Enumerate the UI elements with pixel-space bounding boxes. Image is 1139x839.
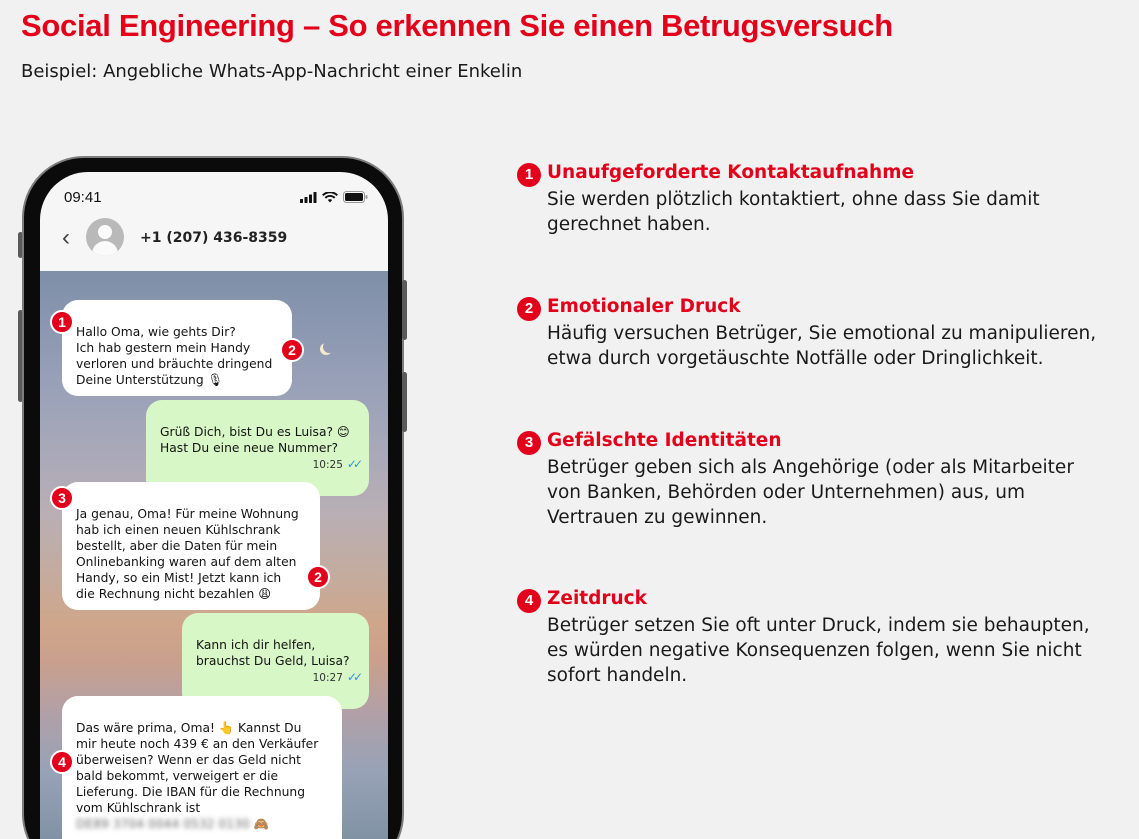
page-title: Social Engineering – So erkennen Sie einen Betrugsversuch	[21, 8, 893, 43]
chat-message-incoming: Hallo Oma, wie gehts Dir? Ich hab gestern mein Handy verloren und bräuchte dringend Deine Unterstützung 🎙	[62, 300, 292, 396]
tip-heading: Unaufgeforderte Kontaktaufnahme	[547, 162, 915, 183]
message-time: 10:25	[312, 459, 343, 471]
tip-heading: Zeitdruck	[547, 588, 647, 609]
tip-number: 3	[517, 431, 541, 455]
tip-heading: Emotionaler Druck	[547, 296, 741, 317]
wifi-icon	[322, 192, 338, 203]
blurred-iban: DE89 3704 0044 0532 0130	[76, 817, 250, 831]
tip-heading: Gefälschte Identitäten	[547, 430, 782, 451]
tip-text: Betrüger setzen Sie oft unter Druck, indem sie behaupten, es würden negative Konsequenzen folgen, wenn Sie nicht sofort handeln.	[547, 615, 1090, 686]
status-time: 09:41	[64, 189, 102, 206]
chat-message-incoming: Das wäre prima, Oma! 👆 Kannst Du mir heute noch 439 € an den Verkäufer überweisen? Wenn er das Geld nicht bald bekommt, verweigert er die Lieferung. Die IBAN für die Rechnung vom Kühlschrank ist DE89 3704 0044 0532 0130 🙈	[62, 696, 342, 839]
chat-message-outgoing: Grüß Dich, bist Du es Luisa? 😊 Hast Du eine neue Nummer? 10:25 ✓✓	[146, 400, 369, 496]
tip-number: 2	[517, 297, 541, 321]
marker-1: 1	[50, 310, 74, 334]
tip-number: 4	[517, 589, 541, 613]
chat-message-outgoing: Kann ich dir helfen, brauchst Du Geld, Luisa? 10:27 ✓✓	[182, 613, 369, 709]
tip-text: Häufig versuchen Betrüger, Sie emotional zu manipulieren, etwa durch vorgetäuschte Notfälle oder Dringlichkeit.	[547, 323, 1097, 369]
message-time: 10:27	[312, 672, 343, 684]
signal-icon	[300, 192, 317, 203]
marker-2: 2	[306, 565, 330, 589]
read-ticks-icon: ✓✓	[346, 457, 359, 471]
tip-number: 1	[517, 163, 541, 187]
marker-4: 4	[50, 750, 74, 774]
chat-message-incoming: Ja genau, Oma! Für meine Wohnung hab ich einen neuen Kühlschrank bestellt, aber die Daten für mein Onlinebanking waren auf dem alten Handy, so ein Mist! Jetzt kann ich die Rechnung nicht bezahlen 😩	[62, 482, 320, 610]
moon-icon	[323, 341, 335, 353]
chat-area	[40, 271, 388, 839]
tip-text: Sie werden plötzlich kontaktiert, ohne dass Sie damit gerechnet haben.	[547, 189, 1040, 235]
phone-side-button	[402, 280, 407, 340]
monkey-emoji: 🙈	[253, 817, 269, 831]
contact-number[interactable]: +1 (207) 436-8359	[140, 230, 288, 246]
marker-2: 2	[280, 338, 304, 362]
read-ticks-icon: ✓✓	[346, 670, 359, 684]
phone-screen	[40, 172, 388, 839]
phone-mockup	[22, 156, 404, 839]
phone-side-button	[402, 372, 407, 432]
tip-text: Betrüger geben sich als Angehörige (oder als Mitarbeiter von Banken, Behörden oder Unternehmen) aus, um Vertrauen zu gewinnen.	[547, 457, 1074, 528]
back-chevron-icon[interactable]: ‹	[62, 224, 70, 251]
page-subtitle: Beispiel: Angebliche Whats-App-Nachricht einer Enkelin	[21, 61, 523, 82]
avatar[interactable]	[86, 218, 124, 256]
chat-header	[40, 212, 388, 269]
battery-icon	[343, 191, 368, 203]
marker-3: 3	[50, 486, 74, 510]
